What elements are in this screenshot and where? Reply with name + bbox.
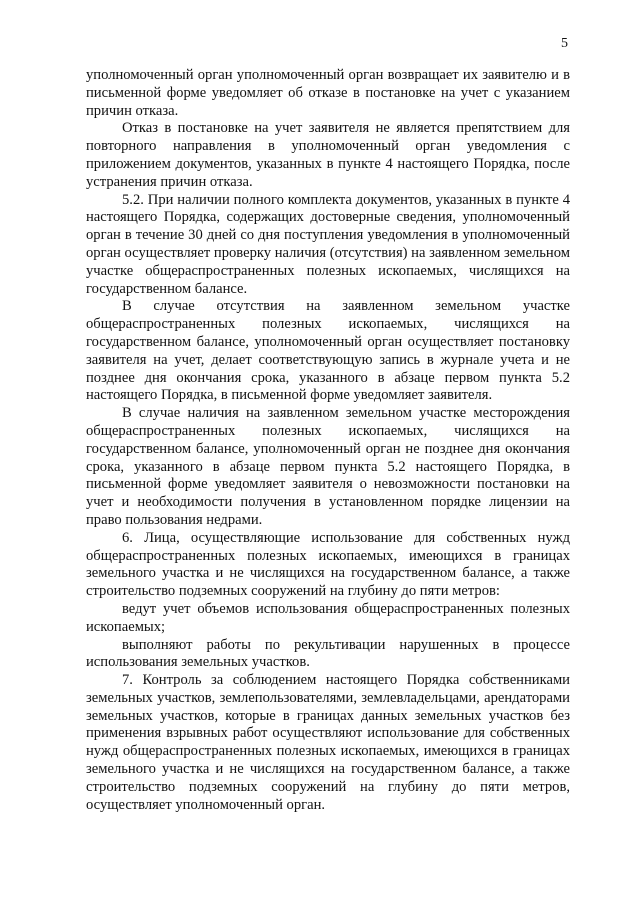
paragraph-5-2-verification: 5.2. При наличии полного комплекта документов, указанных в пункте 4 настоящего Порядка, содержащих достоверные сведения, уполномоченный орган в течение 30 дней со дня поступления уведомления в уполномоченный орган осуществляет проверку наличия (отсутствия) на заявленном земельном участке общераспространенных полезных ископаемых, числящихся на государственном балансе. <box>86 191 570 297</box>
paragraph-absence-registration: В случае отсутствия на заявленном земельном участке общераспространенных полезных ископаемых, числящихся на государственном балансе, уполномоченный орган осуществляет постановку заявителя на учет, делает соответствующую запись в журнале учета и не позднее дня окончания срока, указанного в абзаце первом пункта 5.2 настоящего Порядка, в письменной форме уведомляет заявителя. <box>86 298 570 404</box>
paragraph-presence-license: В случае наличия на заявленном земельном участке месторождения общераспространенных полезных ископаемых, числящихся на государственном балансе, уполномоченный орган не позднее дня окончания срока, указанного в абзаце первом пункта 5.2 настоящего Порядка, в письменной форме уведомляет заявителя о невозможности постановки на учет и необходимости получения в установленном порядке лицензии на право пользования недрами. <box>86 405 570 528</box>
paragraph-refusal-notice: уполномоченный орган уполномоченный орган возвращает их заявителю и в письменной форме уведомляет об отказе в постановке на учет с указанием причин отказа. <box>86 67 570 119</box>
paragraph-7-control: 7. Контроль за соблюдением настоящего Порядка собственниками земельных участков, землепользователями, землевладельцами, арендаторами земельных участков, которые в границах данных земельных участков без применения взрывных работ осуществляют использование для собственных нужд общераспространенных полезных ископаемых, имеющихся в границах земельного участка и не числящихся на государственном балансе, а также строительство подземных сооружений на глубину до пяти метров, осуществляет уполномоченный орган. <box>86 672 570 813</box>
paragraph-refusal-not-obstacle: Отказ в постановке на учет заявителя не является препятствием для повторного направления в уполномоченный орган уведомления с приложением документов, указанных в пункте 4 настоящего Порядка, после устранения причин отказа. <box>86 120 570 190</box>
paragraph-keep-records: ведут учет объемов использования общераспространенных полезных ископаемых; <box>86 600 570 635</box>
page-number: 5 <box>561 36 568 51</box>
paragraph-6-obligations: 6. Лица, осуществляющие использование для собственных нужд общераспространенных полезных ископаемых, имеющихся в границах земельного участка и не числящихся на государственном балансе, а также строительство подземных сооружений на глубину до пяти метров: <box>86 529 570 600</box>
paragraph-reclamation: выполняют работы по рекультивации нарушенных в процессе использования земельных участков. <box>86 636 570 671</box>
document-body <box>86 67 570 814</box>
